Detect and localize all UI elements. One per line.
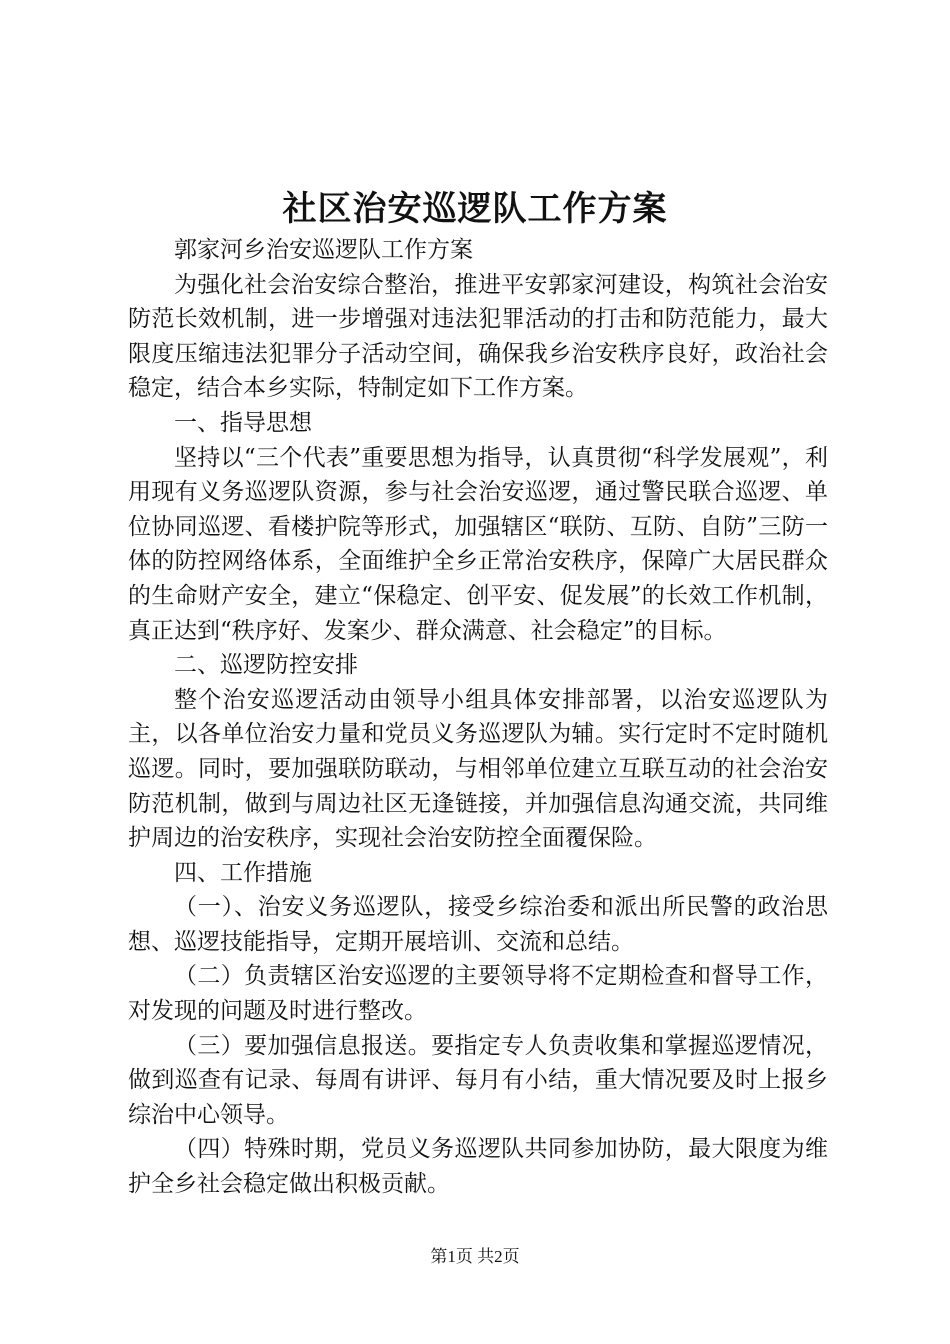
measure-item-1: （一）、治安义务巡逻队，接受乡综治委和派出所民警的政治思想、巡逻技能指导，定期开展培训、交流和总结。 (128, 894, 828, 955)
measure-item-4: （四）特殊时期，党员义务巡逻队共同参加协防，最大限度为维护全乡社会稳定做出积极贡献。 (128, 1136, 828, 1198)
section-heading-measures: 四、工作措施 (174, 859, 312, 886)
patrol-paragraph: 整个治安巡逻活动由领导小组具体安排部署，以治安巡逻队为主，以各单位治安力量和党员义务巡逻队为辅。实行定时不定时随机巡逻。同时，要加强联防联动，与相邻单位建立互联互动的社会治安防范机制，做到与周边社区无逢链接，并加强信息沟通交流，共同维护周边的治安秩序，实现社会治安防控全面覆保险。 (128, 686, 828, 852)
document-title: 社区治安巡逻队工作方案 (282, 189, 668, 229)
measure-item-3: （三）要加强信息报送。要指定专人负责收集和掌握巡逻情况，做到巡查有记录、每周有讲评、每月有小结，重大情况要及时上报乡综治中心领导。 (128, 1032, 828, 1128)
section-heading-patrol: 二、巡逻防控安排 (174, 652, 358, 679)
guiding-paragraph: 坚持以“三个代表”重要思想为指导，认真贯彻“科学发展观”，利用现有义务巡逻队资源，参与社会治安巡逻，通过警民联合巡逻、单位协同巡逻、看楼护院等形式，加强辖区“联防、互防、自防”三防一体的防控网络体系，全面维护全乡正常治安秩序，保障广大居民群众的生命财产安全，建立“保稳定、创平安、促发展”的长效工作机制，真正达到“秩序好、发案少、群众满意、社会稳定”的目标。 (128, 444, 828, 644)
page-footer: 第1页 共2页 (430, 1247, 520, 1266)
section-heading-guiding: 一、指导思想 (174, 409, 312, 436)
measure-item-2: （二）负责辖区治安巡逻的主要领导将不定期检查和督导工作，对发现的问题及时进行整改。 (128, 963, 828, 1025)
intro-paragraph: 为强化社会治安综合整治，推进平安郭家河建设，构筑社会治安防范长效机制，进一步增强对违法犯罪活动的打击和防范能力，最大限度压缩违法犯罪分子活动空间，确保我乡治安秩序良好，政治社会稳定，结合本乡实际，特制定如下工作方案。 (128, 271, 828, 402)
document-body (128, 233, 828, 1202)
subtitle-paragraph: 郭家河乡治安巡逻队工作方案 (174, 237, 473, 263)
